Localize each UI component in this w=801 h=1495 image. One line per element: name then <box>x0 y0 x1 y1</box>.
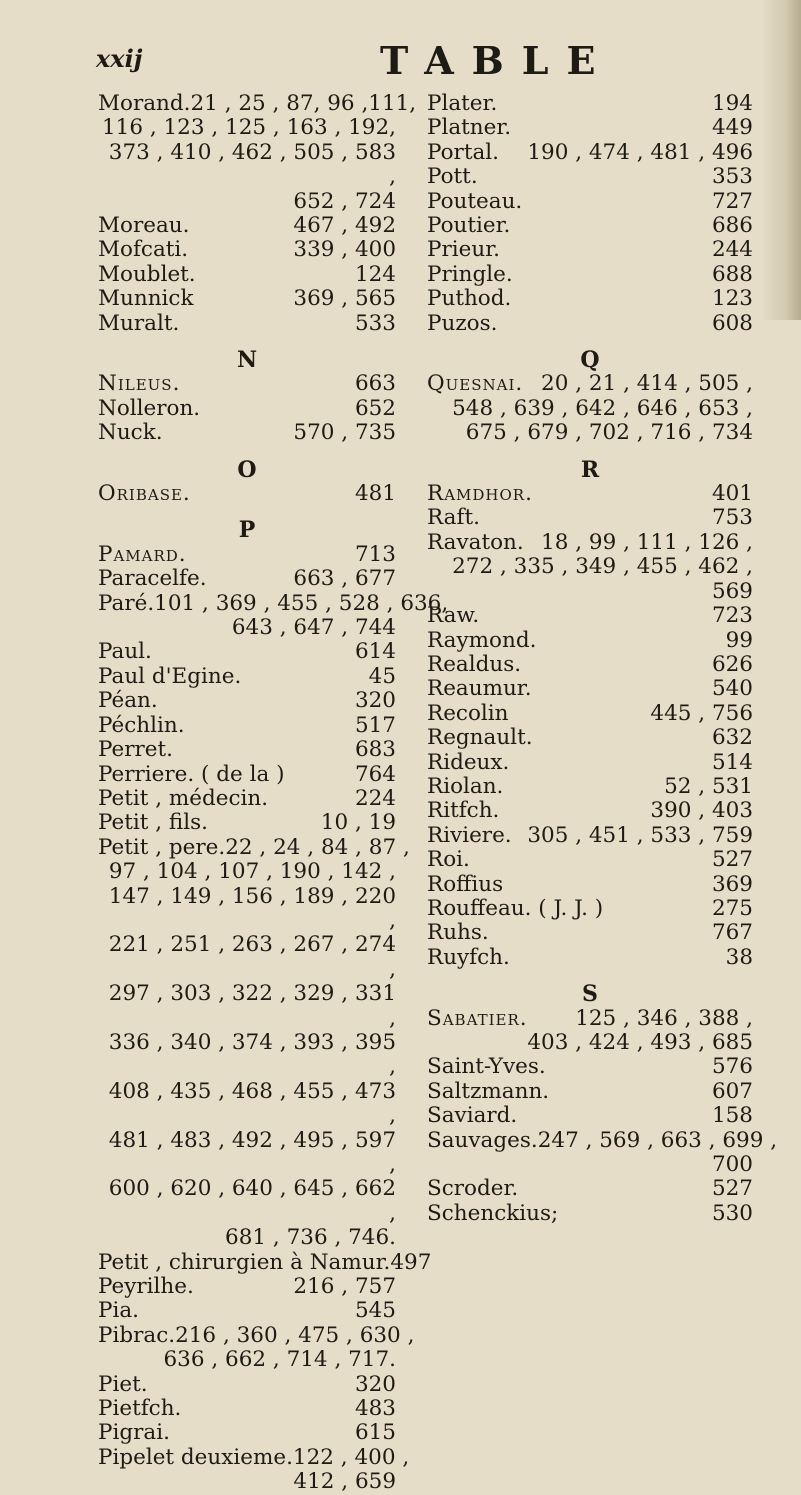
entry-pages: 514 <box>711 749 753 775</box>
entry-pages: 20 , 21 , 414 , 505 , <box>541 371 753 397</box>
index-entry <box>427 677 753 701</box>
entry-pages: 540 <box>711 676 753 702</box>
entry-pages: 52 , 531 <box>664 773 753 799</box>
entry-name: Péchlin. <box>98 712 185 738</box>
entry-name: Ramdhor. <box>427 481 533 507</box>
entry-name: Poutier. <box>427 213 511 239</box>
index-entry <box>98 238 396 262</box>
index-entry <box>427 263 753 287</box>
entry-name: Perret. <box>98 737 173 763</box>
index-entry <box>427 1202 753 1226</box>
entry-name: Péan. <box>98 688 158 714</box>
entry-name: Petit , chirurgien à Namur. <box>98 1249 391 1275</box>
entry-first-line <box>427 372 753 396</box>
index-entry <box>427 506 753 530</box>
entry-pages: 614 <box>354 639 396 665</box>
index-entry <box>427 141 753 165</box>
entry-pages-continued: 408 , 435 , 468 , 455 , 473 , <box>108 1078 396 1129</box>
index-entry <box>98 714 396 738</box>
entry-name: Sabatier. <box>427 1005 528 1031</box>
index-entry <box>98 1322 415 1373</box>
entry-name: Raw. <box>427 603 480 629</box>
index-entry <box>427 238 753 262</box>
index-entry <box>98 1299 396 1323</box>
index-entry <box>427 312 753 336</box>
entry-pages: 517 <box>354 712 396 738</box>
index-entry <box>98 590 449 641</box>
entry-pages: 467 , 492 <box>293 213 396 239</box>
entry-pages-continued: 116 , 123 , 125 , 163 , 192, <box>101 115 396 141</box>
entry-pages: 224 <box>354 785 396 811</box>
entry-name: Plater. <box>427 91 498 116</box>
index-entry <box>98 482 396 506</box>
index-entry <box>427 165 753 189</box>
index-entry <box>98 543 396 567</box>
entry-pages: 686 <box>711 213 753 239</box>
entry-pages-continued: 481 , 483 , 492 , 495 , 597 , <box>108 1127 396 1178</box>
index-entry <box>427 1055 753 1079</box>
entry-name: Paracelfe. <box>98 566 207 592</box>
index-entry <box>98 1373 396 1397</box>
entry-first-line <box>98 834 410 860</box>
entry-name: Munnick <box>98 286 194 312</box>
entry-name: Nuck. <box>98 420 163 446</box>
entry-pages-continued: 272 , 335 , 349 , 455 , 462 , <box>452 554 753 580</box>
entry-name: Pibrac. <box>98 1322 176 1348</box>
entry-pages: 22 , 24 , 84 , 87 , <box>225 834 410 860</box>
entry-name: Scroder. <box>427 1176 519 1202</box>
entry-pages-continued: 147 , 149 , 156 , 189 , 220 , <box>108 883 396 933</box>
index-entry <box>427 897 753 921</box>
index-entry <box>427 1104 753 1128</box>
index-entry <box>427 848 753 872</box>
entry-name: Paré. <box>98 590 155 616</box>
section-letter: N <box>236 347 258 374</box>
entry-pages: 663 <box>354 371 396 397</box>
index-entry <box>427 92 753 116</box>
entry-name: Nolleron. <box>98 395 201 421</box>
entry-name: Peyrilhe. <box>98 1274 194 1300</box>
entry-pages: 615 <box>354 1420 396 1446</box>
entry-pages: 530 <box>711 1200 753 1226</box>
index-entry <box>98 214 396 238</box>
entry-pages: 545 <box>354 1298 396 1324</box>
entry-name: Raft. <box>427 505 480 531</box>
index-entry <box>98 1421 396 1445</box>
entry-name: Rideux. <box>427 749 510 775</box>
entry-name: Rouffeau. ( J. J. ) <box>427 895 604 921</box>
entry-name: Quesnai. <box>427 371 524 397</box>
entry-name: Ravaton. <box>427 529 524 555</box>
entry-pages-continued: 652 , 724 <box>293 188 396 214</box>
entry-pages: 305 , 451 , 533 , 759 <box>527 822 753 848</box>
entry-name: Puzos. <box>427 310 498 336</box>
entry-pages: 320 <box>354 1371 396 1397</box>
index-entry <box>98 1397 396 1421</box>
entry-name: Piet. <box>98 1371 148 1397</box>
entry-name: Roffius <box>427 871 504 897</box>
index-entry <box>427 1007 753 1056</box>
entry-pages: 275 <box>711 895 753 921</box>
index-entry <box>98 665 396 689</box>
entry-name: Regnault. <box>427 725 533 751</box>
entry-pages: 124 <box>354 261 396 287</box>
entry-pages: 608 <box>711 310 753 336</box>
entry-name: Pamard. <box>98 541 187 567</box>
entry-name: Petit , pere. <box>98 834 226 860</box>
entry-pages-continued: 373 , 410 , 462 , 505 , 583 , <box>108 139 396 190</box>
section-letter: O <box>237 456 257 483</box>
entry-name: Saviard. <box>427 1103 518 1129</box>
index-entry <box>427 1177 753 1201</box>
entry-name: Paul d'Egine. <box>98 663 242 689</box>
entry-pages: 727 <box>711 188 753 214</box>
index-entry <box>98 738 396 762</box>
index-entry <box>427 190 753 214</box>
index-entry <box>98 787 396 811</box>
entry-pages: 99 <box>725 627 753 653</box>
entry-pages: 21 , 25 , 87, 96 ,111, <box>190 91 417 116</box>
index-entry <box>427 482 753 506</box>
page-signature: xxij <box>96 44 143 73</box>
entry-name: Ruhs. <box>427 920 489 946</box>
entry-pages: 369 , 565 <box>293 286 396 312</box>
entry-pages: 123 <box>711 286 753 312</box>
entry-pages: 723 <box>711 603 753 629</box>
index-entry <box>98 91 417 214</box>
index-entry <box>98 763 396 787</box>
index-entry <box>98 811 396 835</box>
entry-pages: 576 <box>711 1054 753 1080</box>
entry-pages: 449 <box>711 115 753 141</box>
entry-pages: 247 , 569 , 663 , 699 , <box>537 1127 778 1153</box>
entry-name: Saltzmann. <box>427 1078 550 1104</box>
entry-pages: 652 <box>354 395 396 421</box>
page-edge-stain <box>761 0 801 320</box>
entry-first-line <box>98 1322 415 1348</box>
index-column-right <box>427 91 778 1226</box>
index-entry <box>427 287 753 311</box>
entry-pages: 626 <box>711 651 753 677</box>
entry-first-line <box>427 531 753 555</box>
entry-pages: 663 , 677 <box>293 566 396 592</box>
entry-pages: 607 <box>711 1078 753 1104</box>
entry-pages: 158 <box>711 1103 753 1129</box>
entry-name: Reaumur. <box>427 676 532 702</box>
index-entry <box>98 397 396 421</box>
index-entry <box>98 640 396 664</box>
index-entry <box>427 824 753 848</box>
entry-pages: 767 <box>711 920 753 946</box>
entry-name: Riviere. <box>427 822 512 848</box>
entry-name: Sauvages. <box>427 1127 538 1153</box>
index-entry <box>98 287 396 311</box>
entry-name: Pigrai. <box>98 1420 170 1446</box>
section-letter: Q <box>580 347 600 374</box>
entry-name: Petit , fils. <box>98 810 208 836</box>
index-entry <box>427 214 753 238</box>
entry-pages: 216 , 757 <box>293 1274 396 1300</box>
entry-name: Mofcati. <box>98 237 189 263</box>
page-title: TABLE <box>380 38 614 83</box>
index-entry <box>427 1080 753 1104</box>
entry-name: Pietfch. <box>98 1396 182 1422</box>
entry-pages: 190 , 474 , 481 , 496 <box>527 139 753 165</box>
entry-name: Moreau. <box>98 213 190 239</box>
entry-pages-continued: 600 , 620 , 640 , 645 , 662 , <box>108 1176 396 1226</box>
entry-pages: 713 <box>354 541 396 567</box>
entry-pages: 38 <box>725 944 753 970</box>
entry-pages: 125 , 346 , 388 , <box>575 1005 753 1031</box>
entry-name: Puthod. <box>427 286 512 312</box>
index-entry <box>98 834 410 1251</box>
entry-pages-continued: 675 , 679 , 702 , 716 , 734 <box>465 420 753 446</box>
entry-pages: 764 <box>354 761 396 787</box>
entry-pages: 194 <box>711 91 753 116</box>
index-entry <box>427 531 753 604</box>
entry-first-line <box>427 1127 778 1153</box>
index-entry <box>98 689 396 713</box>
entry-pages: 216 , 360 , 475 , 630 , <box>175 1322 415 1348</box>
entry-pages: 445 , 756 <box>650 700 753 726</box>
entry-pages-continued: 636 , 662 , 714 , 717. <box>163 1347 396 1373</box>
entry-pages: 632 <box>711 725 753 751</box>
entry-pages: 497 <box>390 1249 432 1275</box>
entry-name: Platner. <box>427 115 512 141</box>
index-entry <box>427 702 753 726</box>
entry-name: Realdus. <box>427 651 522 677</box>
entry-pages-continued: 548 , 639 , 642 , 646 , 653 , <box>452 395 753 421</box>
section-letter: S <box>582 981 598 1008</box>
entry-pages-continued: 643 , 647 , 744 <box>231 615 396 641</box>
entry-pages: 369 <box>711 871 753 897</box>
entry-pages-continued: 403 , 424 , 493 , 685 <box>527 1029 753 1055</box>
index-entry <box>98 263 396 287</box>
entry-pages: 390 , 403 <box>650 798 753 824</box>
index-entry <box>427 372 753 445</box>
entry-name: Recolin <box>427 700 509 726</box>
entry-name: Pott. <box>427 164 478 190</box>
index-entry <box>98 312 396 336</box>
entry-name: Oribase. <box>98 481 191 507</box>
entry-name: Moublet. <box>98 261 196 287</box>
section-letter: R <box>580 456 600 483</box>
entry-pages-continued: 297 , 303 , 322 , 329 , 331 , <box>108 981 396 1031</box>
entry-pages: 481 <box>354 481 396 507</box>
entry-pages: 527 <box>711 1176 753 1202</box>
entry-first-line <box>98 91 417 116</box>
entry-pages-continued: 221 , 251 , 263 , 267 , 274 , <box>108 932 396 982</box>
entry-name: Prieur. <box>427 237 500 263</box>
entry-name: Portal. <box>427 139 499 165</box>
entry-name: Pipelet deuxieme. <box>98 1444 293 1470</box>
index-entry <box>427 629 753 653</box>
entry-pages: 101 , 369 , 455 , 528 , 636, <box>154 590 449 616</box>
section-letter: P <box>238 517 256 544</box>
entry-name: Paul. <box>98 639 152 665</box>
entry-pages-continued: 681 , 736 , 746. <box>225 1225 396 1251</box>
index-entry <box>98 1444 410 1495</box>
entry-name: Ritfch. <box>427 798 500 824</box>
index-entry <box>427 116 753 140</box>
index-entry <box>98 567 396 591</box>
entry-pages: 244 <box>711 237 753 263</box>
entry-name: Raymond. <box>427 627 537 653</box>
entry-pages: 688 <box>711 261 753 287</box>
entry-name: Muralt. <box>98 310 180 336</box>
entry-pages: 527 <box>711 847 753 873</box>
index-entry <box>98 1249 432 1275</box>
entry-name: Perriere. ( de la ) <box>98 761 285 787</box>
entry-pages: 18 , 99 , 111 , 126 , <box>541 529 753 555</box>
entry-pages-continued: 412 , 659 <box>293 1469 396 1495</box>
entry-name: Roi. <box>427 847 470 873</box>
entry-pages: 45 <box>368 663 396 689</box>
index-entry <box>98 1275 396 1299</box>
entry-pages: 483 <box>354 1396 396 1422</box>
entry-pages: 401 <box>711 481 753 507</box>
entry-pages: 10 , 19 <box>320 810 396 836</box>
entry-pages-continued: 97 , 104 , 107 , 190 , 142 , <box>108 859 396 885</box>
entry-pages-continued: 569 <box>711 578 753 604</box>
index-entry <box>427 873 753 897</box>
index-entry <box>427 751 753 775</box>
entry-name: Ruyfch. <box>427 944 510 970</box>
entry-name: Pouteau. <box>427 188 523 214</box>
index-entry <box>427 726 753 750</box>
entry-pages: 683 <box>354 737 396 763</box>
section-spacer <box>98 446 396 458</box>
entry-pages-continued: 336 , 340 , 374 , 393 , 395 , <box>108 1029 396 1080</box>
entry-pages: 122 , 400 , <box>292 1444 410 1470</box>
index-entry <box>98 421 396 445</box>
section-spacer <box>427 446 753 458</box>
entry-name: Pia. <box>98 1298 139 1324</box>
entry-name: Riolan. <box>427 773 504 799</box>
index-entry <box>427 1127 778 1178</box>
entry-pages: 570 , 735 <box>293 420 396 446</box>
index-entry <box>427 946 753 970</box>
entry-name: Morand. <box>98 91 191 116</box>
index-entry <box>427 799 753 823</box>
entry-first-line <box>98 590 449 616</box>
index-entry <box>98 372 396 396</box>
entry-name: Nileus. <box>98 371 181 397</box>
entry-pages-continued: 700 <box>711 1152 753 1178</box>
entry-name: Schenckius; <box>427 1200 559 1226</box>
entry-pages: 339 , 400 <box>293 237 396 263</box>
entry-pages: 353 <box>711 164 753 190</box>
entry-pages: 753 <box>711 505 753 531</box>
index-entry <box>427 775 753 799</box>
index-entry <box>427 604 753 628</box>
entry-name: Petit , médecin. <box>98 785 269 811</box>
index-entry <box>427 653 753 677</box>
entry-pages: 533 <box>354 310 396 336</box>
entry-first-line <box>427 1007 753 1031</box>
entry-name: Pringle. <box>427 261 513 287</box>
index-entry <box>427 921 753 945</box>
entry-pages: 320 <box>354 688 396 714</box>
entry-first-line <box>98 1444 410 1470</box>
entry-name: Saint-Yves. <box>427 1054 546 1080</box>
